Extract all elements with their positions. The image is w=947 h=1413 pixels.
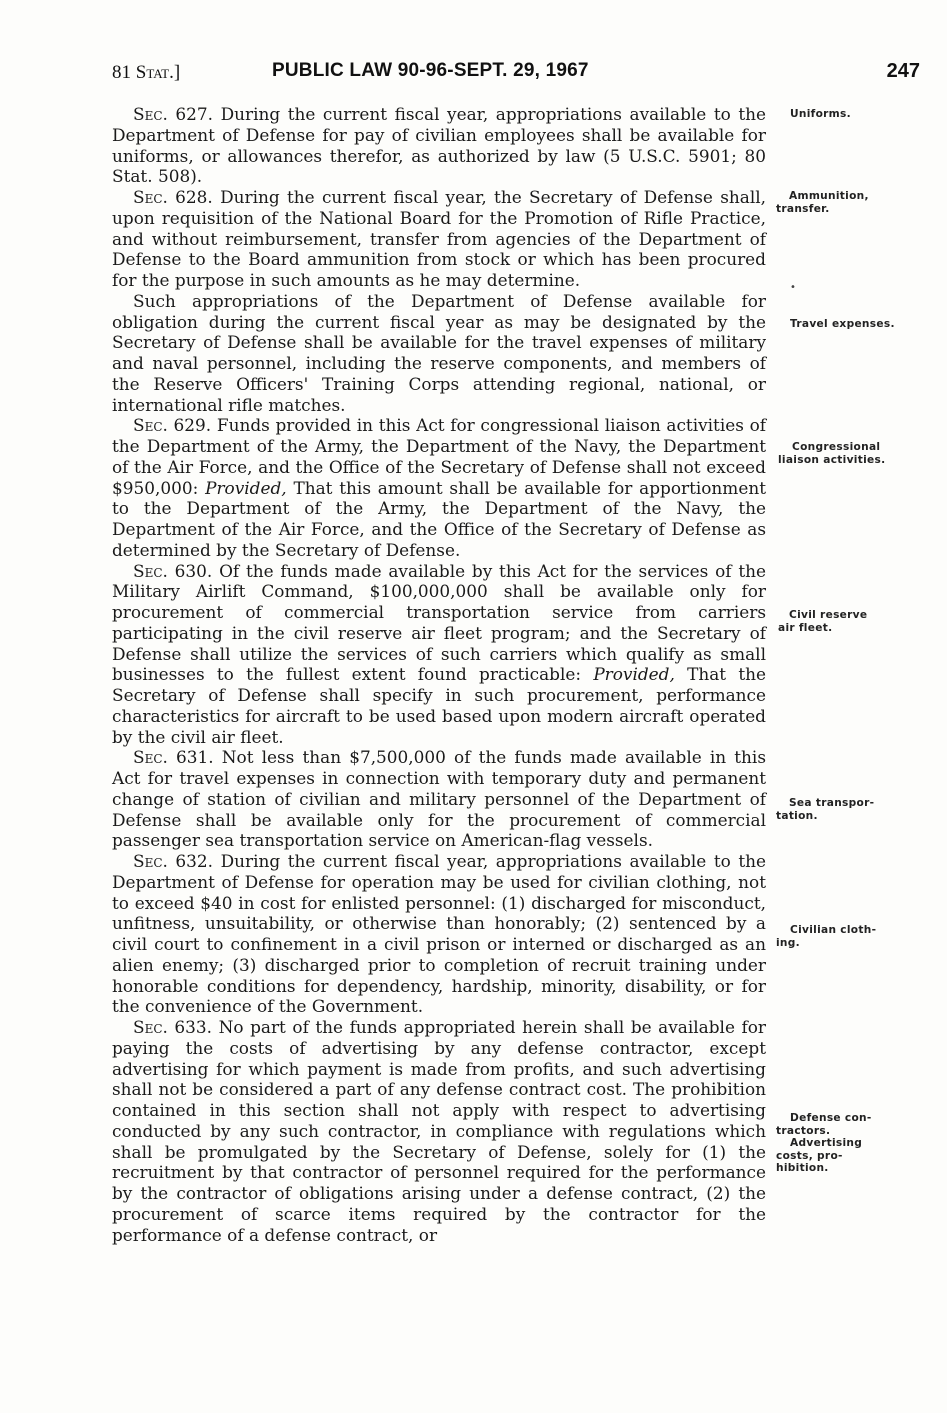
section-629 bbox=[112, 415, 766, 560]
section-text: Such appropriations of the Department of Defense available for obligation during the current fiscal year as may be designated by the Secretary of Defense shall be available for the travel expenses of military and naval personnel, including the reserve components, and members of the Reserve Officers' Training Corps attending regional, national, or international rifle matches. bbox=[112, 290, 766, 415]
section-text: During the current fiscal year, the Secretary of Defense shall, upon requisition of the National Board for the Promotion of Rifle Practice, and without reimbursement, transfer from agencies of the Department of Defense to the Board ammunition from stock or which has been procured for the purpose in such amounts as he may determine. bbox=[112, 187, 767, 290]
page-number: 247 bbox=[886, 60, 920, 82]
running-title: PUBLIC LAW 90-96-SEPT. 29, 1967 bbox=[272, 60, 589, 81]
section-text: Not less than $7,500,000 of the funds made available in this Act for travel expenses in connection with temporary duty and permanent change of station of civilian and military personnel of the Department of Defense shall be available only for the procurement of commercial passenger sea transportation service on American-flag vessels. bbox=[112, 747, 767, 851]
section-label: Sec. 632. bbox=[133, 851, 214, 871]
section-text-continued: That this amount shall be available for apportionment to the Department of the Army, the Department of the Navy, the Department of the Air Force, and the Office of the Secretary of Defense as determined by the Secretary of Defense. bbox=[112, 477, 766, 560]
margin-note-uniforms bbox=[790, 108, 930, 121]
section-label: Sec. 627. bbox=[133, 104, 214, 124]
section-630 bbox=[112, 561, 766, 748]
section-632 bbox=[112, 851, 766, 1017]
proviso-word: Provided, bbox=[205, 477, 287, 498]
section-627 bbox=[112, 104, 766, 187]
margin-note-ammunition bbox=[776, 190, 916, 215]
section-631 bbox=[112, 747, 766, 851]
margin-note-text: tation. bbox=[776, 809, 818, 822]
section-text: No part of the funds appropriated herein shall be available for paying the costs of advertising by any defense contractor, except advertising for which payment is made from profits, and such advertising shall not be considered a part of any defense contract cost. The prohibition contained in this section shall not apply with respect to advertising conducted by any such contractor, in compliance with regulations which shall be promulgated by the Secretary of Defense, solely for (1) the recruitment by that contractor of personnel required for the performance by the contractor of obligations arising under a defense contract, (2) the procurement of scarce items required by the contractor for the performance of a defense contract, or bbox=[112, 1017, 766, 1245]
margin-note-sea-transportation bbox=[776, 797, 916, 822]
margin-note-text: Congressional bbox=[792, 441, 881, 453]
page-header bbox=[112, 60, 920, 90]
section-label: Sec. 629. bbox=[133, 415, 212, 436]
margin-note-text: Defense con- bbox=[790, 1112, 872, 1124]
margin-note-civil-reserve bbox=[778, 609, 918, 634]
margin-note-text: Sea transpor- bbox=[789, 797, 875, 809]
margin-note-travel-expenses bbox=[790, 318, 930, 331]
section-628 bbox=[112, 187, 766, 291]
margin-note-text: Ammunition, bbox=[789, 190, 869, 202]
margin-note-text: tractors. bbox=[776, 1124, 831, 1137]
margin-note-civilian-clothing bbox=[776, 924, 916, 949]
section-label: Sec. 633. bbox=[133, 1017, 213, 1037]
margin-note-text: costs, pro- bbox=[776, 1149, 843, 1162]
statute-reference: 81 Stat.] bbox=[112, 62, 181, 83]
section-label: Sec. 630. bbox=[133, 560, 213, 581]
travel-expenses-paragraph bbox=[112, 291, 766, 416]
section-text: Of the funds made available by this Act for the services of the Military Airlift Command, $100,000,000 shall be available only for procurement of commercial transportation service from carriers participating in the civil reserve air fleet program; and the Secretary of Defense shall utilize the services of such carriers which qualify as small businesses to the fullest extent found practicable: bbox=[112, 560, 766, 685]
section-label: Sec. 628. bbox=[133, 187, 213, 207]
margin-note-text: air fleet. bbox=[778, 621, 833, 634]
margin-mark: • bbox=[790, 282, 796, 293]
margin-note-text: Uniforms. bbox=[790, 108, 851, 120]
proviso-word: Provided, bbox=[593, 664, 675, 685]
margin-note-text: liaison activities. bbox=[778, 453, 886, 466]
section-text: Funds provided in this Act for congressional liaison activities of the Department of the Army, the Department of the Navy, the Department of the Air Force, and the Office of the Secretary of Defense shall not exceed $950,000: bbox=[112, 415, 766, 498]
margin-note-text: ing. bbox=[776, 936, 800, 949]
section-text: During the current fiscal year, appropriations available to the Department of Defense for pay of civilian employees shall be available for uniforms, or allowances therefor, as authorized by law (5 U.S.C. 5901; 80 Stat. 508). bbox=[112, 104, 767, 187]
section-text: During the current fiscal year, appropriations available to the Department of Defense for operation may be used for civilian clothing, not to exceed $40 in cost for enlisted personnel: (1) discharged for misconduct, unfitness, unsuitability, or otherwise than honorably; (2) sentenced by a civil court to confinement in a civil prison or interned or discharged as an alien enemy; (3) discharged prior to completion of recruit training under honorable conditions for dependency, hardship, minority, disability, or for the convenience of the Government. bbox=[112, 851, 767, 1017]
margin-note-text: Travel expenses. bbox=[790, 318, 895, 330]
margin-note-text: Advertising bbox=[790, 1137, 863, 1149]
margin-note-congressional-liaison bbox=[778, 441, 918, 466]
body-text bbox=[112, 104, 766, 1245]
section-633 bbox=[112, 1017, 766, 1245]
section-label: Sec. 631. bbox=[133, 747, 214, 768]
margin-note-defense-contractors bbox=[776, 1112, 916, 1175]
margin-note-text: hibition. bbox=[776, 1162, 829, 1174]
margin-note-text: Civilian cloth- bbox=[790, 924, 877, 936]
section-text-continued: That the Secretary of Defense shall specify in such procurement, performance characteristics for aircraft to be used based upon modern aircraft operated by the civil air fleet. bbox=[112, 664, 767, 747]
margin-note-text: Civil reserve bbox=[789, 609, 868, 621]
margin-note-text: transfer. bbox=[776, 202, 830, 215]
